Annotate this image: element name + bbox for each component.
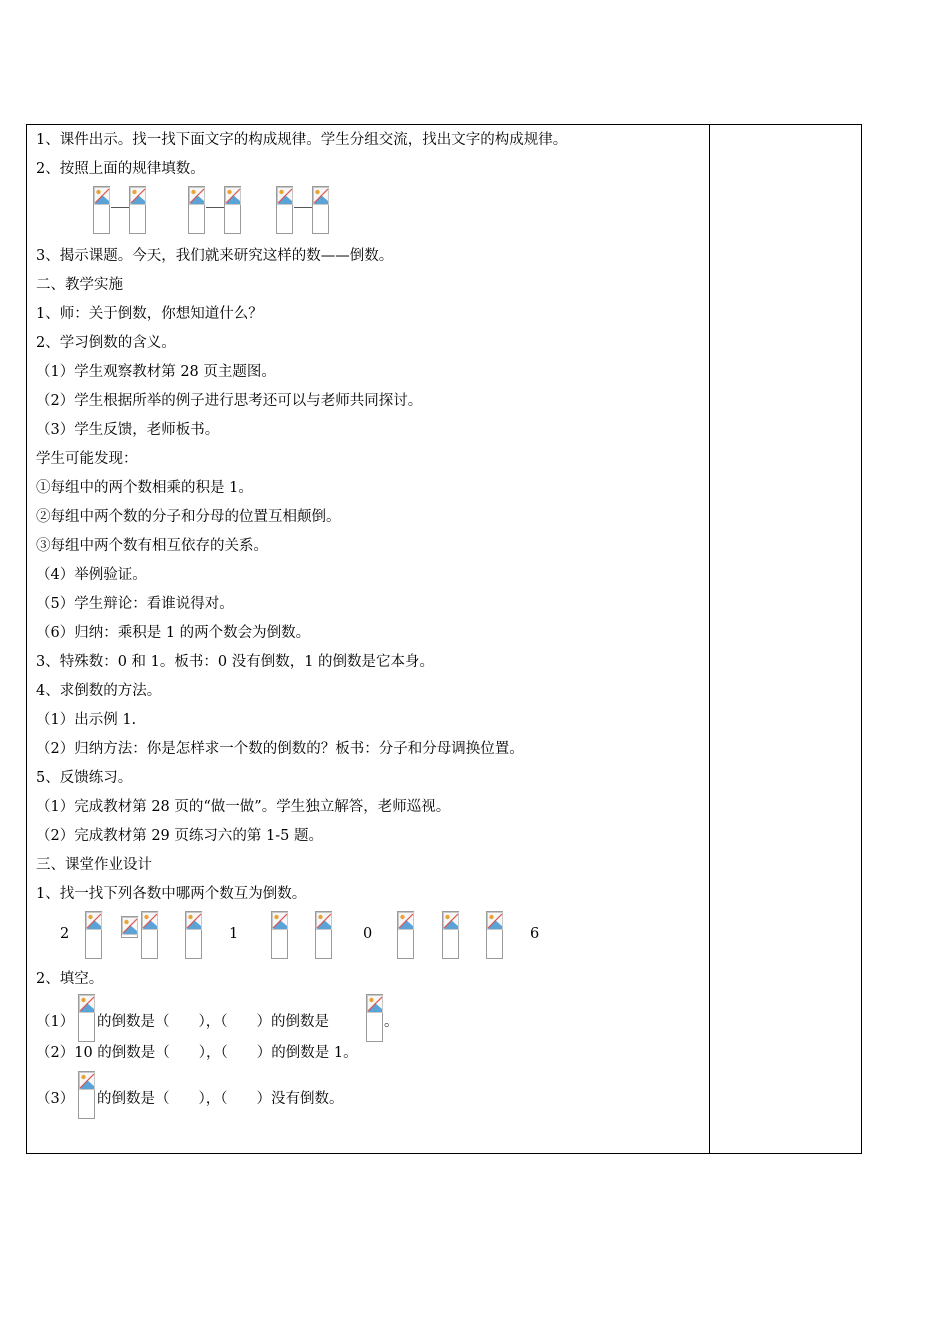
broken-image-glyph xyxy=(225,187,241,205)
broken-image-glyph xyxy=(186,912,202,930)
broken-image-glyph xyxy=(122,917,138,935)
text-line: ①每组中的两个数相乘的积是 1。 xyxy=(36,480,253,496)
text-line: ②每组中两个数的分子和分母的位置互相颠倒。 xyxy=(36,509,341,525)
text-line: （4）举例验证。 xyxy=(36,567,147,583)
number: 6 xyxy=(530,926,540,942)
text-line: （1）学生观察教材第 28 页主题图。 xyxy=(36,364,276,380)
broken-image-icon xyxy=(224,186,241,234)
broken-image-glyph xyxy=(79,995,95,1013)
broken-image-icon xyxy=(78,994,95,1042)
text-line: （2）学生根据所举的例子进行思考还可以与老师共同探讨。 xyxy=(36,393,423,409)
broken-image-icon xyxy=(442,911,459,959)
fill-blank-2: （2）10 的倒数是（ ），（ ）的倒数是 1。 xyxy=(36,1045,358,1061)
text-line: （3）学生反馈，老师板书。 xyxy=(36,422,220,438)
broken-image-glyph xyxy=(367,995,383,1013)
text-line: 5、反馈练习。 xyxy=(36,770,133,786)
broken-image-glyph xyxy=(316,912,332,930)
text-line: 4、求倒数的方法。 xyxy=(36,683,162,699)
number: 0 xyxy=(363,926,373,942)
broken-image-glyph xyxy=(443,912,459,930)
text-line: 2、按照上面的规律填数。 xyxy=(36,161,205,177)
text-line: 3、特殊数：0 和 1。板书：0 没有倒数，1 的倒数是它本身。 xyxy=(36,654,435,670)
broken-image-glyph xyxy=(272,912,288,930)
text-line: （1）出示例 1. xyxy=(36,712,137,728)
fraction-pattern-row xyxy=(36,184,702,242)
broken-image-glyph xyxy=(94,187,110,205)
broken-image-icon xyxy=(85,911,102,959)
broken-image-icon xyxy=(315,911,332,959)
text-line: 1、课件出示。找一找下面文字的构成规律。学生分组交流，找出文字的构成规律。 xyxy=(36,132,568,148)
broken-image-glyph xyxy=(142,912,158,930)
text-line: 2、填空。 xyxy=(36,971,104,987)
text-line: （6）归纳：乘积是 1 的两个数会为倒数。 xyxy=(36,625,311,641)
broken-image-icon xyxy=(366,994,383,1042)
number: 1 xyxy=(229,926,239,942)
broken-image-glyph xyxy=(277,187,293,205)
broken-image-glyph xyxy=(130,187,146,205)
broken-image-icon xyxy=(78,1071,95,1119)
broken-image-icon xyxy=(93,186,110,234)
text-line: ③每组中两个数有相互依存的关系。 xyxy=(36,538,268,554)
text-line: （5）学生辩论：看谁说得对。 xyxy=(36,596,234,612)
item-number: （3） xyxy=(36,1091,75,1107)
broken-image-icon xyxy=(141,911,158,959)
broken-image-icon xyxy=(271,911,288,959)
dash xyxy=(111,207,129,208)
broken-image-glyph xyxy=(189,187,205,205)
fill-text: 。 xyxy=(384,1014,399,1030)
broken-image-icon xyxy=(121,916,138,938)
fill-text: 的倒数是（ ），（ ）没有倒数。 xyxy=(97,1091,344,1107)
text-line: 学生可能发现： xyxy=(36,451,138,467)
table-column-divider xyxy=(709,124,710,1154)
fill-blank-3 xyxy=(36,1071,702,1119)
fill-blank-1 xyxy=(36,994,702,1042)
dash xyxy=(206,207,224,208)
broken-image-icon xyxy=(188,186,205,234)
text-line: 1、找一找下列各数中哪两个数互为倒数。 xyxy=(36,886,307,902)
fill-text: 的倒数是（ ），（ ）的倒数是 xyxy=(97,1014,329,1030)
section-heading: 二、教学实施 xyxy=(36,277,123,293)
text-line: 2、学习倒数的含义。 xyxy=(36,335,176,351)
item-number: （1） xyxy=(36,1014,75,1030)
section-heading: 三、课堂作业设计 xyxy=(36,857,152,873)
lesson-content xyxy=(36,126,702,1119)
number: 2 xyxy=(60,926,70,942)
broken-image-glyph xyxy=(487,912,503,930)
text-line: （2）归纳方法：你是怎样求一个数的倒数的？板书：分子和分母调换位置。 xyxy=(36,741,524,757)
broken-image-icon xyxy=(129,186,146,234)
broken-image-glyph xyxy=(79,1072,95,1090)
broken-image-glyph xyxy=(86,912,102,930)
text-line: （2）完成教材第 29 页练习六的第 1-5 题。 xyxy=(36,828,323,844)
text-line: 3、揭示课题。今天，我们就来研究这样的数——倒数。 xyxy=(36,248,394,264)
broken-image-icon xyxy=(397,911,414,959)
broken-image-icon xyxy=(276,186,293,234)
broken-image-glyph xyxy=(398,912,414,930)
text-line: （1）完成教材第 28 页的“做一做”。学生独立解答，老师巡视。 xyxy=(36,799,451,815)
broken-image-icon xyxy=(185,911,202,959)
number-row xyxy=(36,909,702,965)
broken-image-glyph xyxy=(313,187,329,205)
dash xyxy=(294,207,312,208)
text-line: 1、师：关于倒数，你想知道什么？ xyxy=(36,306,263,322)
broken-image-icon xyxy=(312,186,329,234)
broken-image-icon xyxy=(486,911,503,959)
